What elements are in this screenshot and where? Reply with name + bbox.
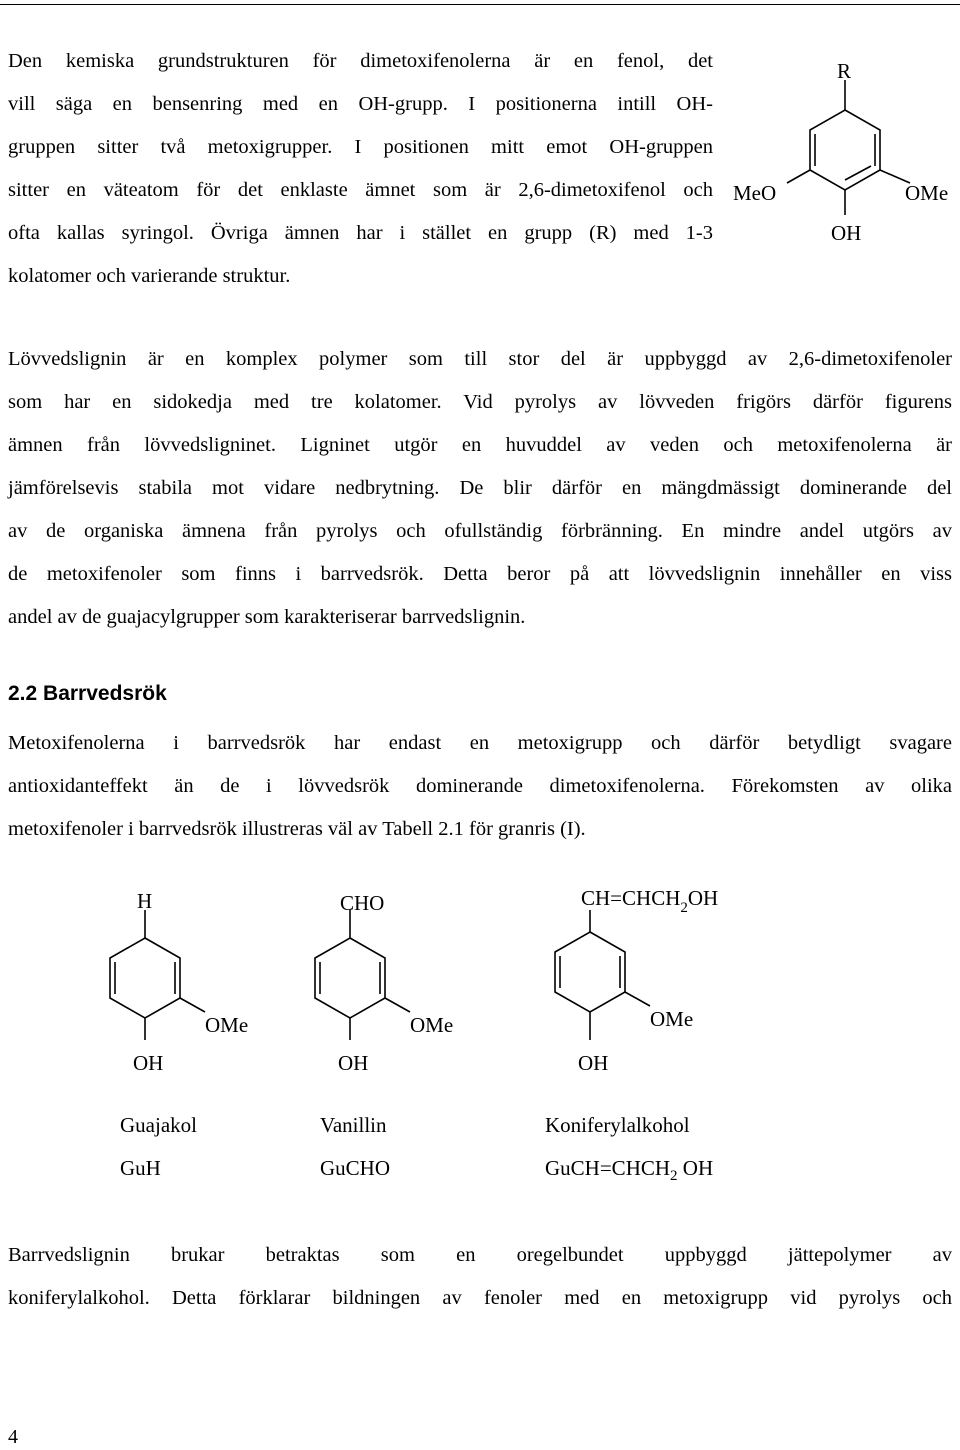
text-line: jämförelsevis stabila mot vidare nedbrytning. De blir därför en mängdmässigt dominerande del — [8, 477, 952, 499]
text-line: antioxidanteffekt än de i lövvedsrök dominerande dimetoxifenolerna. Förekomsten av olika — [8, 775, 952, 797]
text-line: ämnen från lövvedsligninet. Ligninet utgör en huvuddel av veden och metoxifenolerna är — [8, 434, 952, 456]
vanillin-abbr: GuCHO — [320, 1156, 391, 1180]
text-line: Barrvedslignin brukar betraktas som en oregelbundet uppbyggd jättepolymer av — [8, 1244, 952, 1266]
intro-paragraph — [8, 40, 713, 298]
text-line: metoxifenoler i barrvedsrök illustreras väl av Tabell 2.1 för granris (I). — [8, 818, 586, 840]
text-line: Metoxifenolerna i barrvedsrök har endast en metoxigrupp och därför betydligt svagare — [8, 732, 952, 754]
lignin-paragraph — [8, 338, 952, 639]
barrved-paragraph — [8, 722, 952, 851]
guajakol-abbr: GuH — [120, 1156, 161, 1180]
koniferyl-abbr: $GuCH=CHCH_2$ OH — [545, 1156, 714, 1185]
koniferyl-ome-label: OMe — [650, 1007, 694, 1031]
koniferyl-chain-label: $CH=CHCH_2OH$ — [581, 886, 719, 916]
page-number: 4 — [8, 1426, 18, 1448]
text-line: Den kemiska grundstrukturen för dimetoxifenolerna är en fenol, det — [8, 50, 713, 72]
syringol-r-label: R — [837, 59, 852, 83]
vanillin-name: Vanillin — [320, 1113, 387, 1137]
syringol-oh-label: OH — [831, 221, 862, 245]
text-line: av de organiska ämnena från pyrolys och ofullständig förbränning. En mindre andel utgörs av — [8, 520, 952, 542]
vanillin-ome-label: OMe — [410, 1013, 454, 1037]
guajakol-oh-label: OH — [133, 1051, 164, 1075]
koniferyl-name: Koniferylalkohol — [545, 1113, 690, 1137]
guajakol-name: Guajakol — [120, 1113, 197, 1137]
text-line: koniferylalkohol. Detta förklarar bildningen av fenoler med en metoxigrupp vid pyrolys och — [8, 1287, 952, 1309]
text-line: vill säga en bensenring med en OH-grupp. I positionerna intill OH- — [8, 93, 713, 115]
koniferyl-oh-label: OH — [578, 1051, 609, 1075]
syringol-meo-label: MeO — [733, 181, 777, 205]
koniferyl-paragraph — [8, 1234, 952, 1320]
text-line: de metoxifenoler som finns i barrvedsrök. Detta beror på att lövvedslignin innehåller en viss — [8, 563, 952, 585]
guajakol-ome-label: OMe — [205, 1013, 249, 1037]
guajakol-h-label: H — [137, 889, 153, 913]
syringol-structure — [725, 50, 960, 250]
text-line: Lövvedslignin är en komplex polymer som till stor del är uppbyggd av 2,6-dimetoxifenoler — [8, 348, 952, 370]
text-line: sitter en väteatom för det enklaste ämnet som är 2,6-dimetoxifenol och — [8, 179, 713, 201]
section-heading: 2.2 Barrvedsrök — [8, 682, 167, 705]
text-line: andel av de guajacylgrupper som karakteriserar barrvedslignin. — [8, 606, 526, 628]
text-line: kolatomer och varierande struktur. — [8, 265, 291, 287]
top-rule — [0, 4, 960, 5]
text-line: som har en sidokedja med tre kolatomer. Vid pyrolys av lövveden frigörs därför figurens — [8, 391, 952, 413]
vanillin-cho-label: CHO — [340, 891, 385, 915]
syringol-ome-label: OMe — [905, 181, 949, 205]
text-line: ofta kallas syringol. Övriga ämnen har i stället en grupp (R) med 1-3 — [8, 222, 713, 244]
vanillin-oh-label: OH — [338, 1051, 369, 1075]
methoxyphenol-structures — [0, 880, 960, 1090]
text-line: gruppen sitter två metoxigrupper. I positionen mitt emot OH-gruppen — [8, 136, 713, 158]
